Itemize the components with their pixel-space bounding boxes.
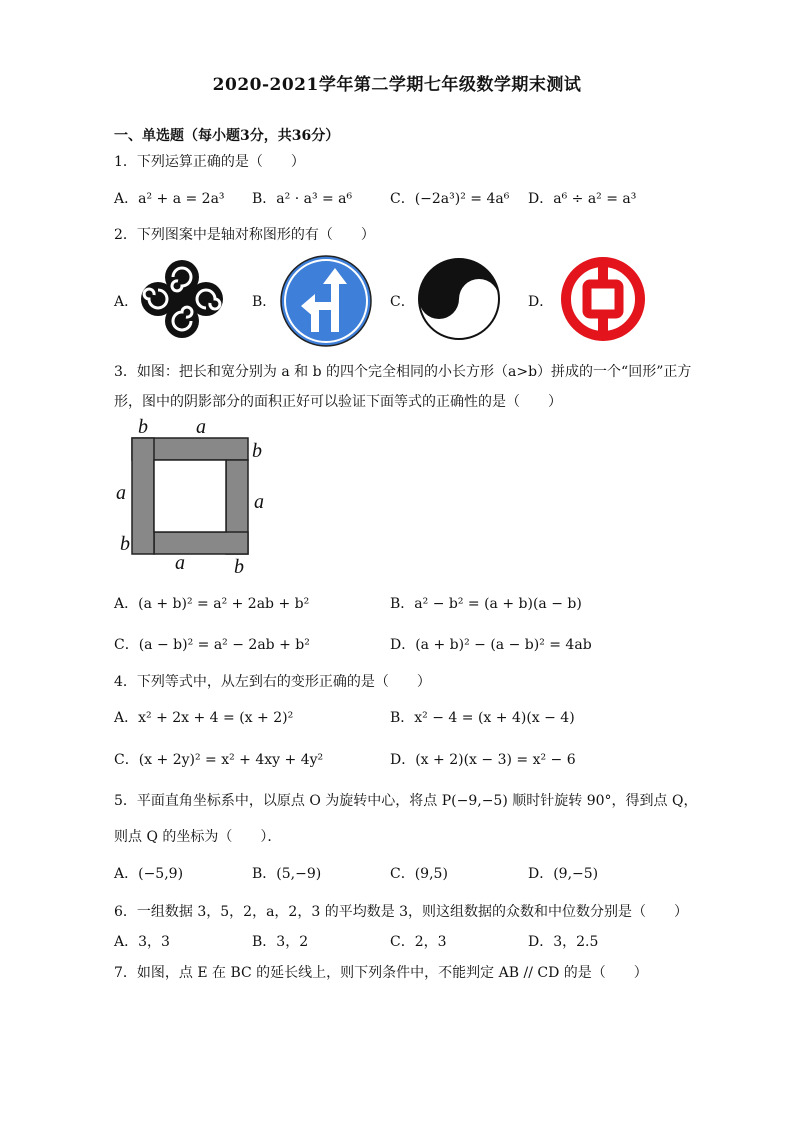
yin-yang-icon [417,257,501,345]
q6-option-b: B．3，2 [252,934,309,950]
q1-option-b: B．a² · a³ = a⁶ [252,191,353,207]
question-4-stem: 4．下列等式中，从左到右的变形正确的是（ ） [114,674,431,690]
question-1-stem: 1．下列运算正确的是（ ） [114,154,305,170]
q5-option-d: D．(9,−5) [528,866,599,882]
q4-option-a: A．x² + 2x + 4 = (x + 2)² [114,710,294,726]
bank-logo-icon [560,256,646,346]
question-6-stem: 6．一组数据 3，5，2，a，2，3 的平均数是 3，则这组数据的众数和中位数分别是（ ） [114,904,689,920]
question-3-stem-line2: 形，图中的阴影部分的面积正好可以验证下面等式的正确性的是（ ） [114,394,562,410]
q5-option-b: B．(5,−9) [252,866,322,882]
q4-option-b: B．x² − 4 = (x + 4)(x − 4) [390,710,575,726]
q5-option-c: C．(9,5) [390,866,448,882]
q5-option-a: A．(−5,9) [114,866,184,882]
question-5-stem-line2: 则点 Q 的坐标为（ ）． [114,829,282,845]
q2-option-c: C． [390,294,415,310]
q1-option-d: D．a⁶ ÷ a² = a³ [528,191,637,207]
q2-option-d: D． [528,294,554,310]
section-heading: 一、单选题（每小题3分，共36分） [114,128,340,144]
cloud-swirl-icon [138,257,226,345]
q6-option-c: C．2，3 [390,934,447,950]
question-2-stem: 2．下列图案中是轴对称图形的有（ ） [114,227,375,243]
q2-option-b: B． [252,294,277,310]
figure-label-left-b: b [120,533,130,555]
q6-option-a: A．3，3 [114,934,170,950]
figure-label-right-b: b [252,440,262,462]
q1-option-a: A．a² + a = 2a³ [114,191,225,207]
figure-label-right-a: a [254,491,264,513]
question-7-stem: 7．如图，点 E 在 BC 的延长线上，则下列条件中，不能判定 AB // CD 的是（ ） [114,965,648,981]
q3-option-a: A．(a + b)² = a² + 2ab + b² [114,596,310,612]
square-frame-figure [114,418,274,582]
road-sign-icon [279,254,373,352]
figure-label-top-a: a [196,416,206,438]
q4-option-d: D．(x + 2)(x − 3) = x² − 6 [390,752,576,768]
q6-option-d: D．3，2.5 [528,934,599,950]
page-title: 2020-2021学年第二学期七年级数学期末测试 [212,75,582,95]
figure-label-bottom-b: b [234,556,244,578]
question-3-stem-line1: 3．如图：把长和宽分别为 a 和 b 的四个完全相同的小长方形（a>b）拼成的一个“回形”正方 [114,364,692,380]
q2-option-a: A． [114,294,139,310]
figure-label-top-b: b [138,416,148,438]
q3-option-c: C．(a − b)² = a² − 2ab + b² [114,637,310,653]
figure-label-bottom-a: a [175,552,185,574]
q4-option-c: C．(x + 2y)² = x² + 4xy + 4y² [114,752,324,768]
figure-label-left-a: a [116,482,126,504]
q3-option-b: B．a² − b² = (a + b)(a − b) [390,596,582,612]
q1-option-c: C．(−2a³)² = 4a⁶ [390,191,510,207]
question-5-stem-line1: 5．平面直角坐标系中，以原点 O 为旋转中心，将点 P(−9,−5) 顺时针旋转 90°，得到点 Q， [114,793,698,809]
q3-option-d: D．(a + b)² − (a − b)² = 4ab [390,637,592,653]
